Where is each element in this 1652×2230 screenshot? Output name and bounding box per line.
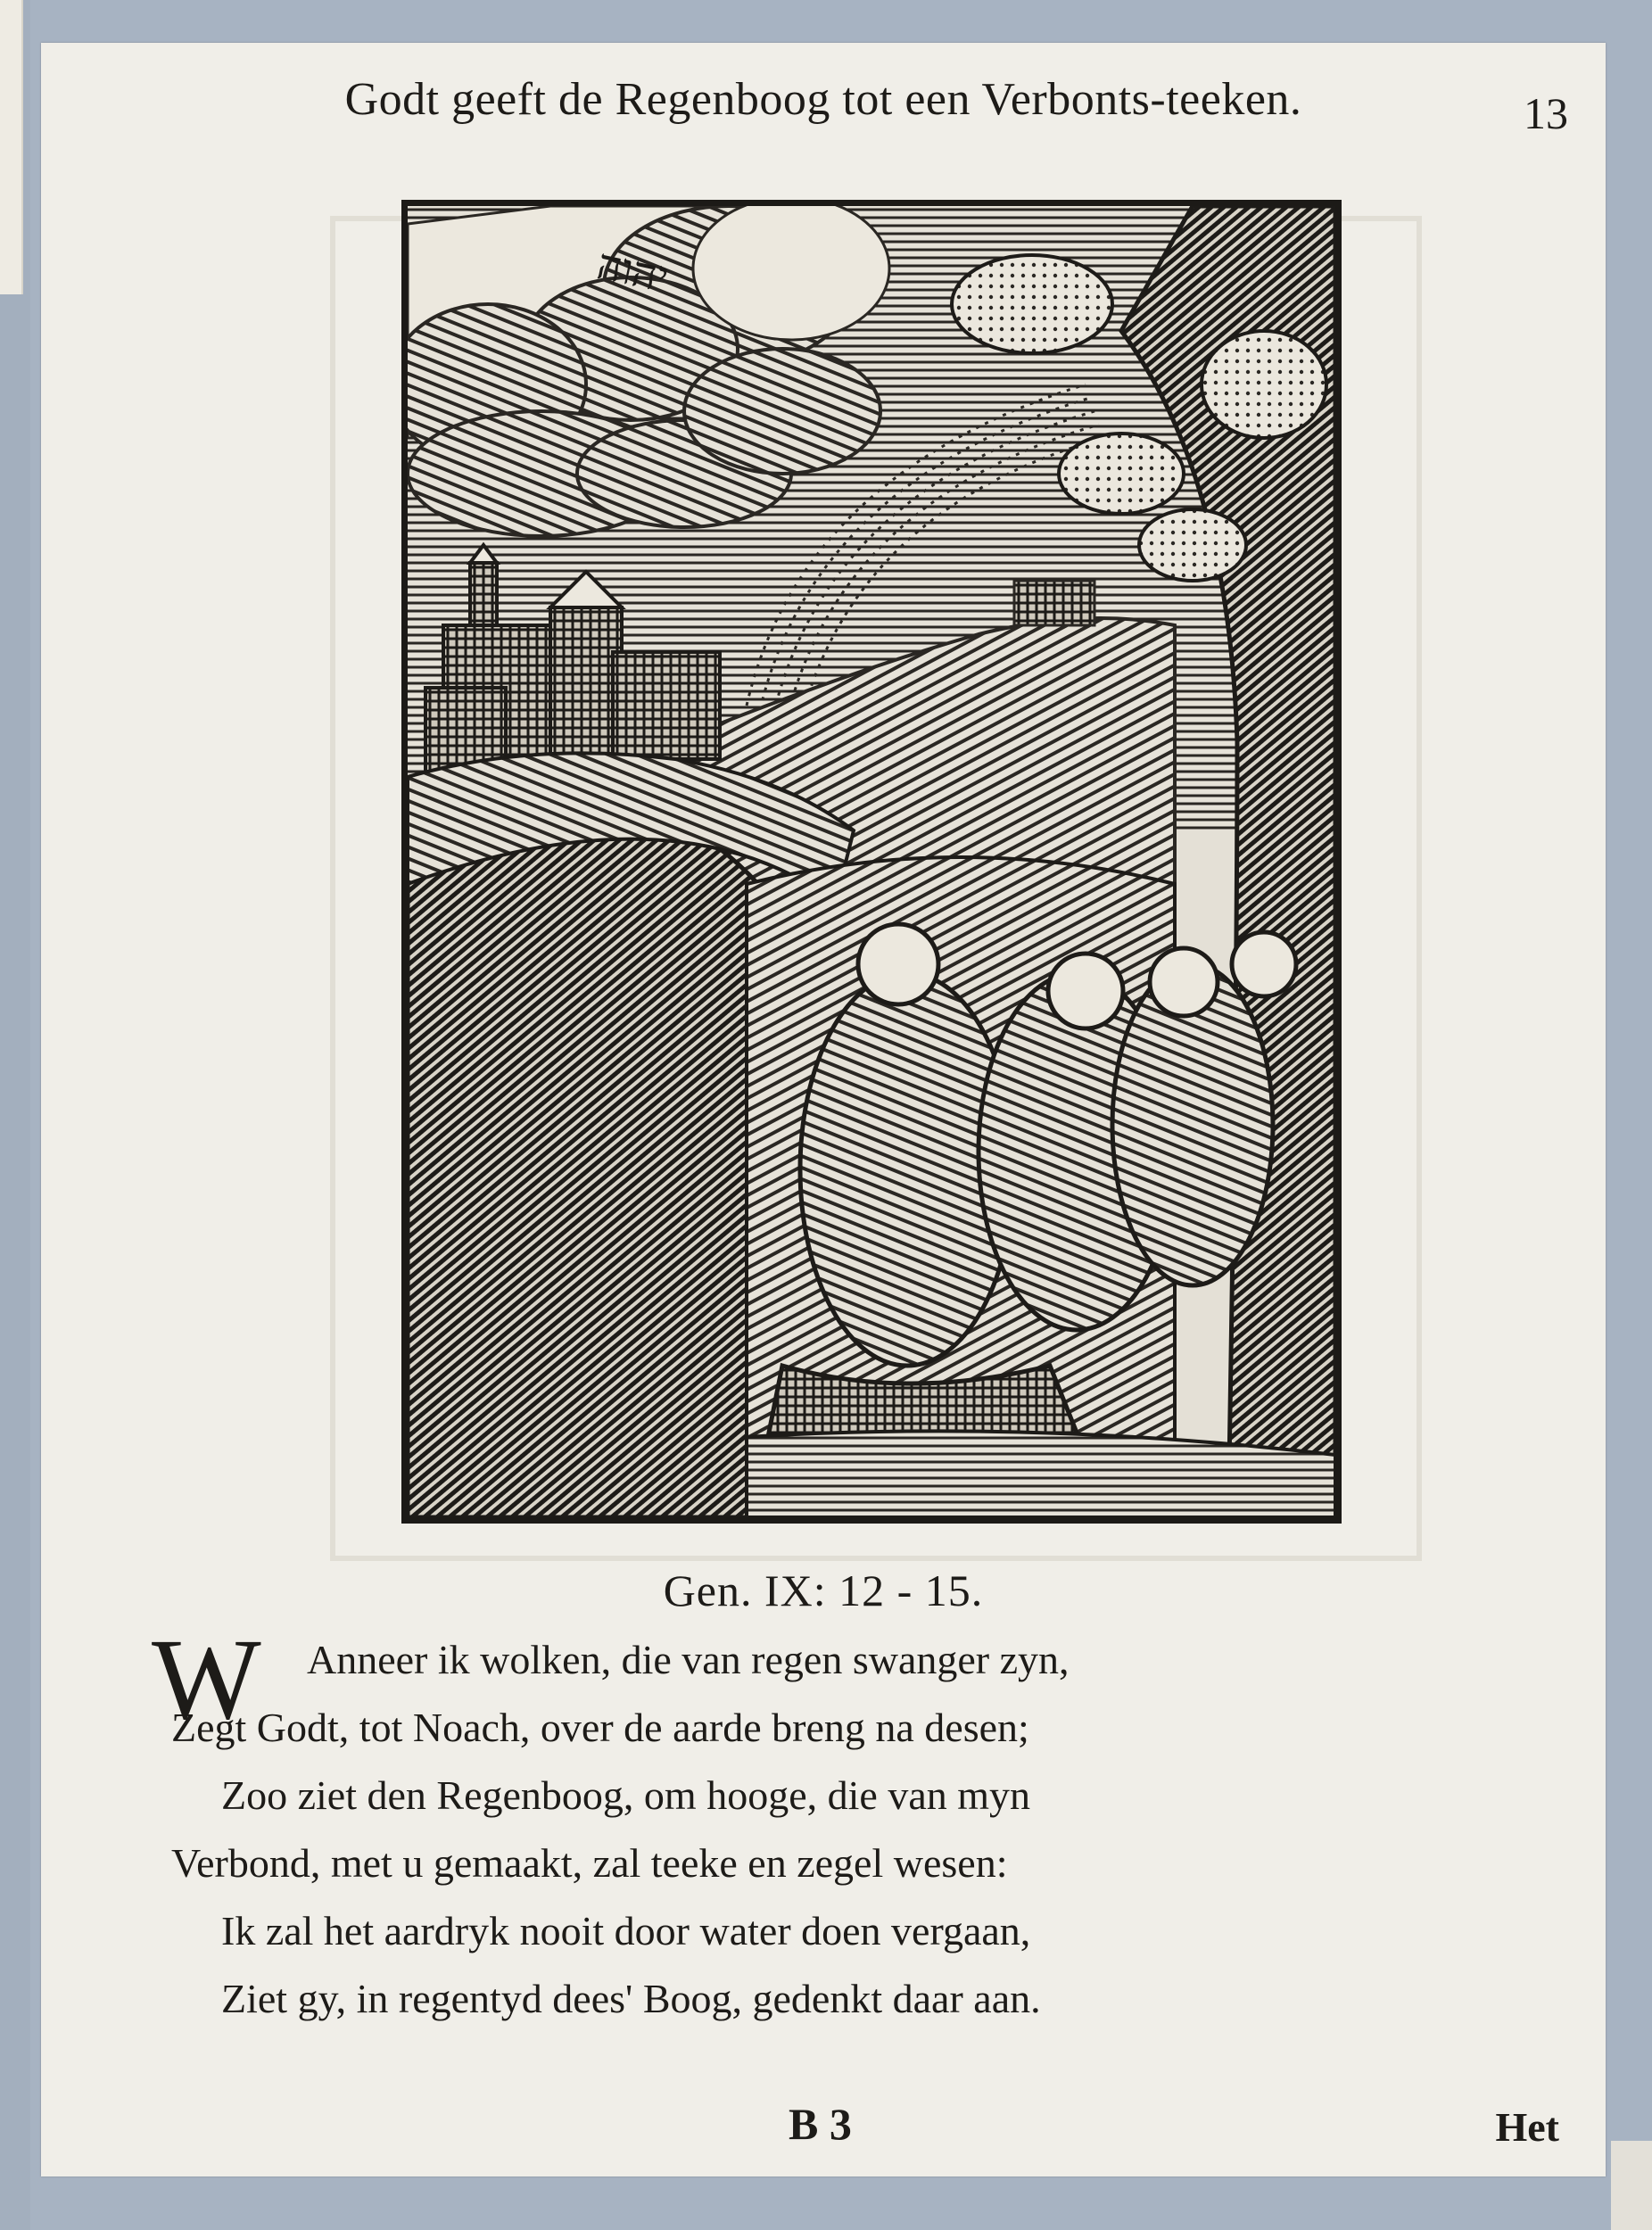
book-page: [41, 43, 1606, 2176]
signature-mark: B 3: [789, 2099, 852, 2149]
foreground-ground: [747, 1431, 1335, 1517]
adjacent-page-edge-right: [1611, 2141, 1652, 2230]
poem-line: Zegt Godt, tot Noach, over de aarde breng na desen;: [171, 1705, 1029, 1750]
poem-line: Verbond, met u gemaakt, zal teeke en zegel wesen:: [171, 1840, 1008, 1886]
poem-line: Ziet gy, in regentyd dees' Boog, gedenkt daar aan.: [221, 1976, 1041, 2021]
woodcut-illustration: [401, 200, 1342, 1524]
woodcut-rainbow-covenant-icon: [408, 206, 1335, 1517]
hebrew-inscription: יהוה: [592, 238, 673, 303]
sun-cloud: [693, 206, 889, 340]
poem-line: Ik zal het aardryk nooit door water doen vergaan,: [221, 1908, 1031, 1953]
mount-background-left: [0, 0, 30, 2230]
drop-cap: W: [152, 1615, 261, 1744]
poem-line: Anneer ik wolken, die van regen swanger zyn,: [307, 1637, 1070, 1682]
catchword: Het: [1495, 2104, 1559, 2150]
distant-castle: [1014, 581, 1094, 625]
poem-line: Zoo ziet den Regenboog, om hooge, die van myn: [221, 1772, 1031, 1818]
bible-reference: Gen. IX: 12 - 15.: [663, 1565, 984, 1615]
adjacent-page-edge: [0, 0, 23, 294]
page-title: Godt geeft de Regenboog tot een Verbonts-teeken.: [344, 74, 1302, 125]
page-number: 13: [1524, 88, 1568, 138]
